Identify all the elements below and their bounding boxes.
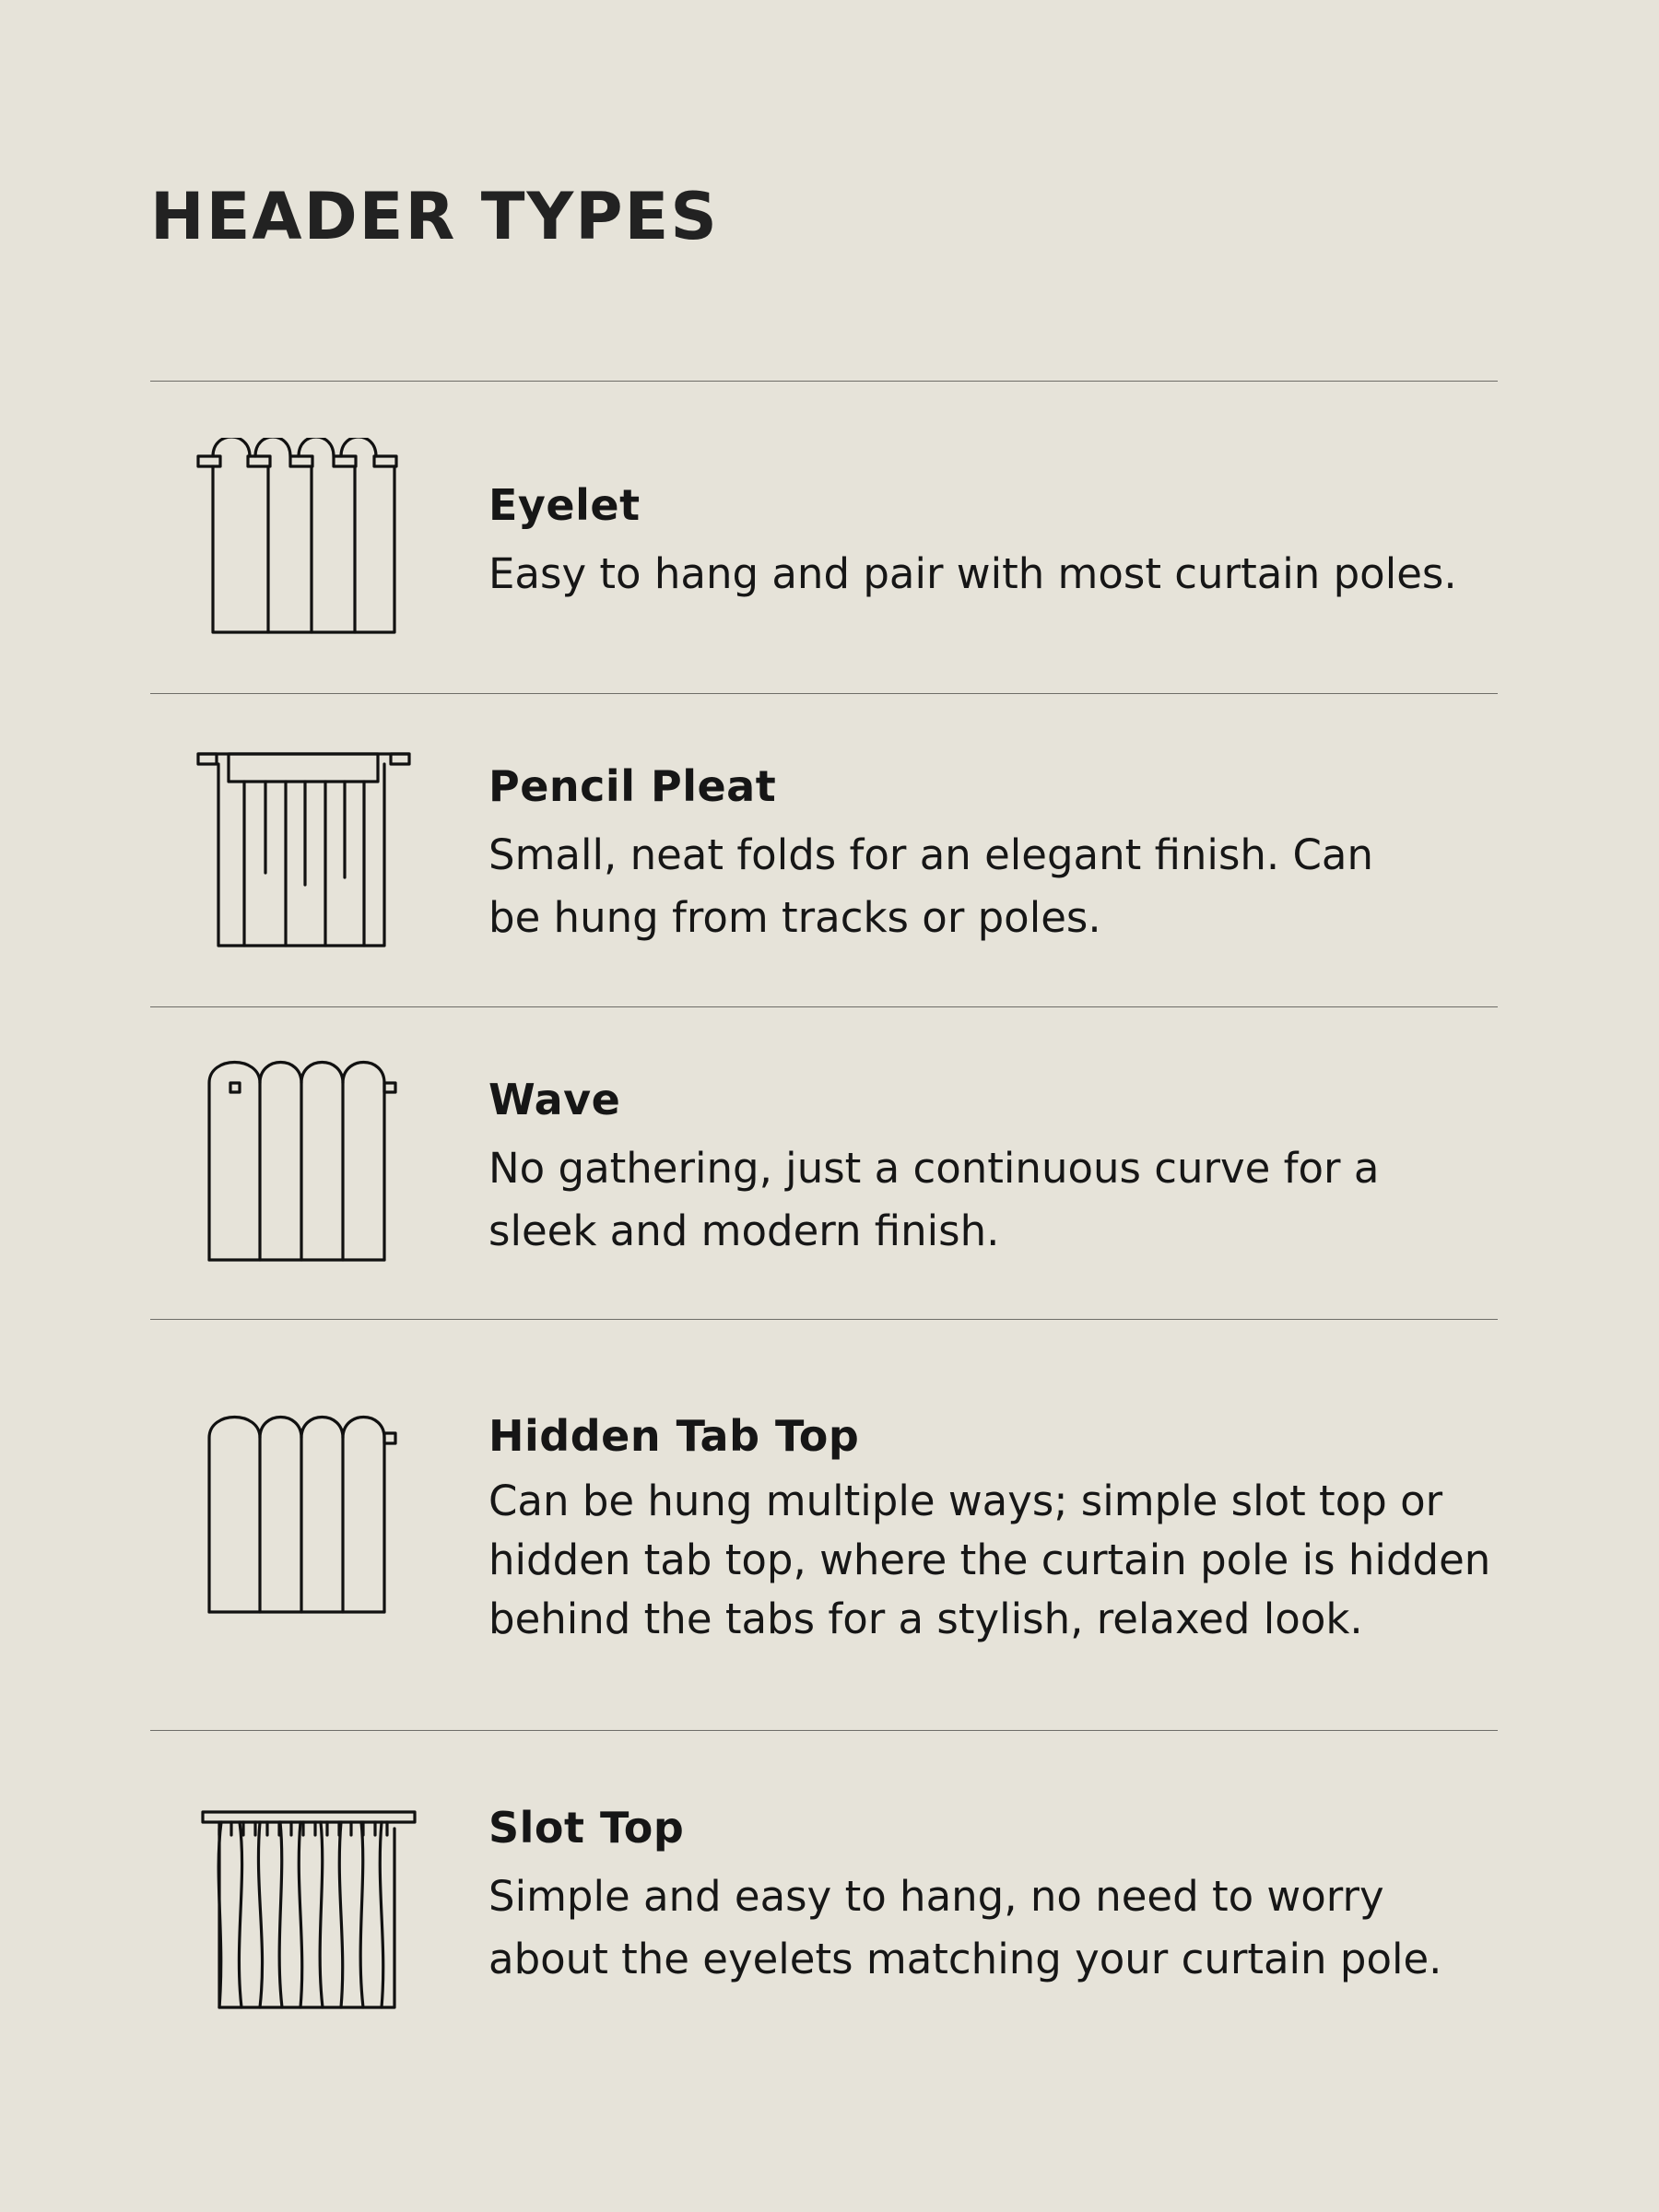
divider bbox=[150, 1006, 1498, 1007]
slot-top-curtain-icon bbox=[194, 1805, 424, 2017]
divider bbox=[150, 693, 1498, 694]
header-type-hidden-tab-top bbox=[488, 1411, 1558, 1649]
item-description: Easy to hang and pair with most curtain poles. bbox=[488, 549, 1457, 598]
header-type-slot-top bbox=[488, 1803, 1558, 1991]
item-description: Simple and easy to hang, no need to worry about the eyelets matching your curtain pole. bbox=[488, 1872, 1442, 1983]
item-description: No gathering, just a continuous curve for a sleek and modern finish. bbox=[488, 1144, 1380, 1255]
page-title: HEADER TYPES bbox=[150, 179, 719, 254]
item-name: Slot Top bbox=[488, 1803, 685, 1853]
pencil-pleat-curtain-icon bbox=[194, 748, 424, 956]
wave-curtain-icon bbox=[194, 1060, 424, 1267]
item-description: Can be hung multiple ways; simple slot top or hidden tab top, where the curtain pole is hidden behind the tabs for a stylish, relaxed look. bbox=[488, 1477, 1491, 1643]
header-type-eyelet bbox=[488, 480, 1558, 606]
item-description: Small, neat folds for an elegant finish. Can be hung from tracks or poles. bbox=[488, 830, 1374, 942]
divider bbox=[150, 381, 1498, 382]
item-name: Eyelet bbox=[488, 480, 641, 530]
header-type-wave bbox=[488, 1075, 1558, 1263]
eyelet-curtain-icon bbox=[194, 438, 424, 641]
header-type-pencil-pleat bbox=[488, 761, 1558, 949]
hidden-tab-top-curtain-icon bbox=[194, 1406, 424, 1618]
divider bbox=[150, 1730, 1498, 1731]
item-name: Pencil Pleat bbox=[488, 761, 777, 811]
item-name: Wave bbox=[488, 1075, 621, 1124]
item-name: Hidden Tab Top bbox=[488, 1411, 860, 1461]
divider bbox=[150, 1319, 1498, 1320]
